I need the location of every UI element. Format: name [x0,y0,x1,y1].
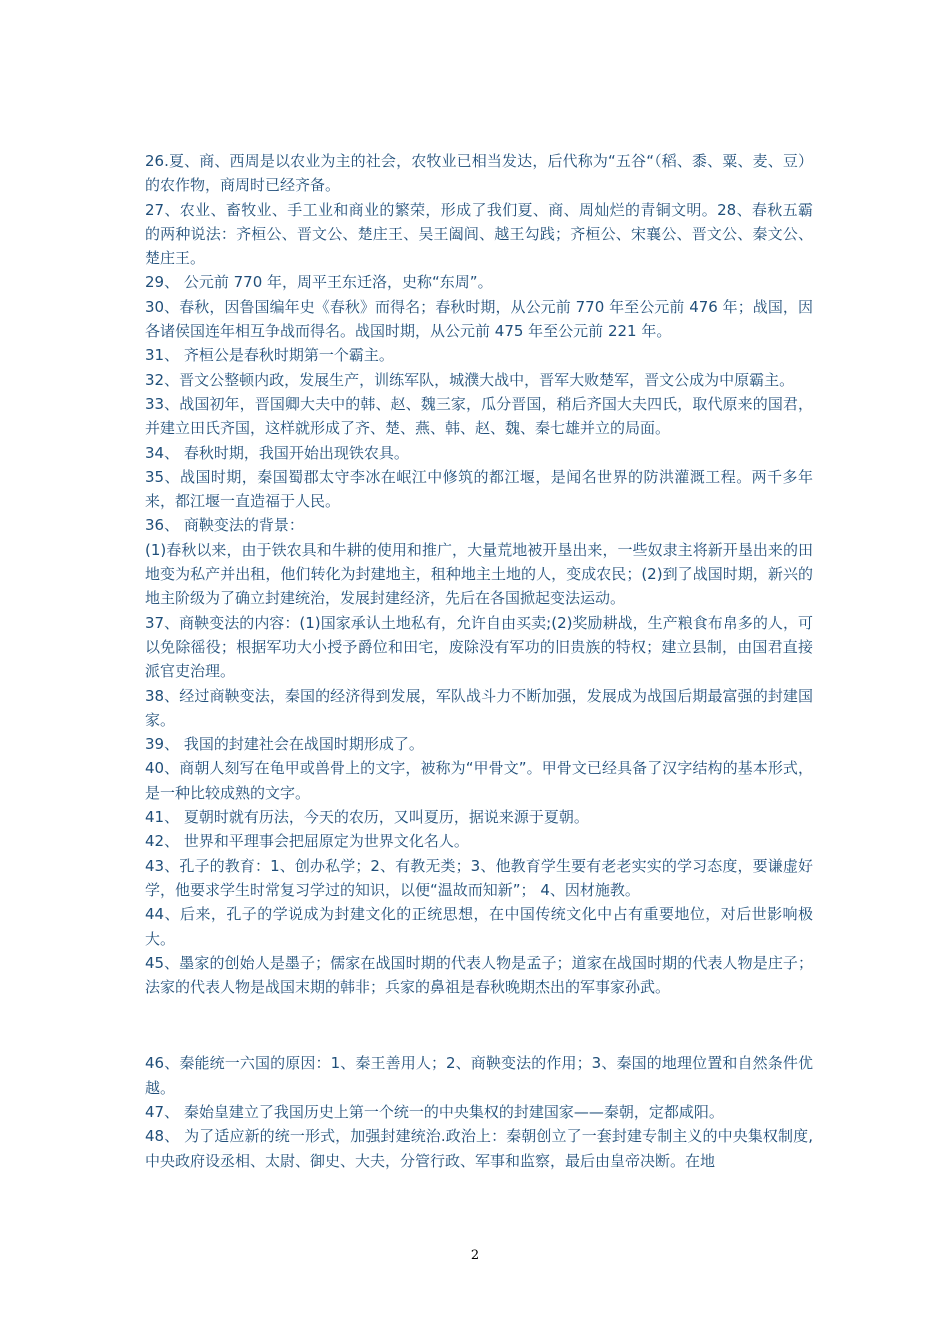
paragraph-47: 47、 秦始皇建立了我国历史上第一个统一的中央集权的封建国家——秦朝，定都咸阳。 [145,1102,724,1121]
paragraph-34: 34、 春秋时期，我国开始出现铁农具。 [145,443,409,462]
paragraph-33: 33、战国初年，晋国卿大夫中的韩、赵、魏三家，瓜分晋国，稍后齐国大夫四氏，取代原来的国君，并建立田氏齐国，这样就形成了齐、楚、燕、韩、赵、魏、秦七雄并立的局面。 [145,394,813,438]
paragraph-43: 43、孔子的教育：1、创办私学；2、有教无类；3、他教育学生要有老老实实的学习态度，要谦虚好学，他要求学生时常复习学过的知识，以便“温故而知新”； 4、因材施教。 [145,856,813,899]
paragraph-37: 37、商鞅变法的内容：(1)国家承认土地私有，允许自由买卖;(2)奖励耕战，生产粮食布帛多的人，可以免除徭役；根据军功大小授予爵位和田宅，废除没有军功的旧贵族的特权；建立县制，由国君直接派官吏治理。 [145,613,813,681]
section-spacer [145,999,813,1051]
paragraph-36: 36、 商鞅变法的背景： [145,516,304,535]
paragraph-40: 40、商朝人刻写在龟甲或兽骨上的文字，被称为“甲骨文”。甲骨文已经具备了汉字结构的基本形式，是一种比较成熟的文字。 [145,759,813,802]
paragraph-31: 31、 齐桓公是春秋时期第一个霸主。 [145,346,394,365]
paragraph-26: 26.夏、商、西周是以农业为主的社会，农牧业已相当发达，后代称为“五谷“（稻、黍、粟、麦、豆）的农作物，商周时已经齐备。 [145,152,813,195]
paragraph-46: 46、秦能统一六国的原因：1、秦王善用人；2、商鞅变法的作用；3、秦国的地理位置和自然条件优越。 [145,1054,813,1097]
paragraph-41: 41、 夏朝时就有历法，今天的农历，又叫夏历，据说来源于夏朝。 [145,808,589,827]
paragraph-45: 45、墨家的创始人是墨子；儒家在战国时期的代表人物是孟子；道家在战国时期的代表人物是庄子；法家的代表人物是战国末期的韩非；兵家的鼻祖是春秋晚期杰出的军事家孙武。 [145,953,813,997]
paragraph-42: 42、 世界和平理事会把屈原定为世界文化名人。 [145,832,469,851]
paragraph-39: 39、 我国的封建社会在战国时期形成了。 [145,735,424,754]
page-number: 2 [470,1248,480,1263]
paragraph-36-detail: (1)春秋以来，由于铁农具和牛耕的使用和推广，大量荒地被开垦出来，一些奴隶主将新开垦出来的田地变为私产并出租，他们转化为封建地主，租种地主土地的人，变成农民；(2)到了战国时期，新兴的地主阶级为了确立封建统治，发展封建经济，先后在各国掀起变法运动。 [145,540,813,608]
paragraph-35: 35、战国时期，秦国蜀郡太守李冰在岷江中修筑的都江堰，是闻名世界的防洪灌溉工程。两千多年来，都江堰一直造福于人民。 [145,467,813,511]
paragraph-29: 29、 公元前 770 年，周平王东迁洛，史称“东周”。 [145,273,493,292]
paragraph-44: 44、后来，孔子的学说成为封建文化的正统思想，在中国传统文化中占有重要地位，对后世影响极大。 [145,905,813,948]
paragraph-48: 48、 为了适应新的统一形式，加强封建统治.政治上：秦朝创立了一套封建专制主义的中央集权制度,中央政府设丞相、太尉、御史、大夫，分管行政、军事和监察，最后由皇帝决断。在地 [145,1127,813,1170]
document-body [145,149,813,1173]
paragraph-38: 38、经过商鞅变法，秦国的经济得到发展，军队战斗力不断加强，发展成为战国后期最富强的封建国家。 [145,686,813,729]
paragraph-30: 30、春秋，因鲁国编年史《春秋》而得名；春秋时期，从公元前 770 年至公元前 476 年；战国，因各诸侯国连年相互争战而得名。战国时期，从公元前 475 年至公元前 221 年。 [145,297,813,341]
paragraph-32: 32、晋文公整顿内政，发展生产，训练军队，城濮大战中，晋军大败楚军，晋文公成为中原霸主。 [145,370,795,389]
paragraph-27-28: 27、农业、畜牧业、手工业和商业的繁荣，形成了我们夏、商、周灿烂的青铜文明。28、春秋五霸的两种说法：齐桓公、晋文公、楚庄王、吴王阖闾、越王勾践；齐桓公、宋襄公、晋文公、秦文公、楚庄王。 [145,200,813,268]
